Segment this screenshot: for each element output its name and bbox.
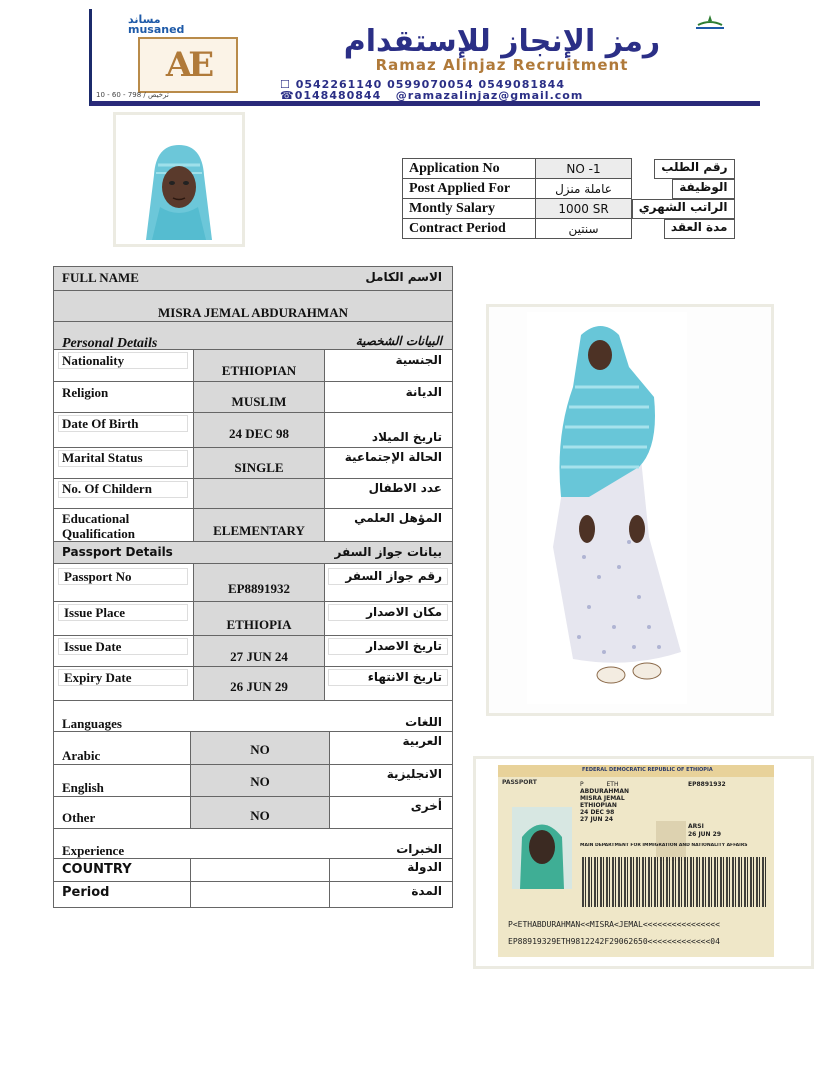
table-row: Contract Period سنتين مدة العقد bbox=[403, 219, 745, 239]
license-number: ترخيص / 798 - 60 - 10 bbox=[96, 91, 169, 99]
agency-arabic-name: رمز الإنجاز للإستقدام bbox=[343, 24, 661, 59]
passport-number: EP8891932 bbox=[688, 781, 726, 788]
monthly-salary: 1000 SR bbox=[536, 199, 632, 219]
full-body-photo bbox=[486, 304, 774, 716]
english-level: NO bbox=[250, 774, 270, 789]
passport-no-row: Passport No EP8891932 رقم جواز السفر bbox=[54, 564, 452, 602]
issue-date-row: Issue Date 27 JUN 24 تاريخ الاصدار bbox=[54, 636, 452, 667]
language-arabic-row: Arabic NO العربية bbox=[54, 732, 452, 765]
letterhead-banner bbox=[89, 9, 760, 106]
passport-details-header: Passport Details بيانات جواز السفر bbox=[54, 542, 452, 564]
table-row: Application No NO -1 رقم الطلب bbox=[403, 159, 745, 179]
personal-details-header: Personal Details البيانات الشخصية bbox=[54, 322, 452, 350]
other-level: NO bbox=[250, 808, 270, 823]
passport-header: FEDERAL DEMOCRATIC REPUBLIC OF ETHIOPIA bbox=[582, 767, 713, 773]
language-other-row: Other NO أخرى bbox=[54, 797, 452, 829]
dob-row: Date Of Birth 24 DEC 98 تاريخ الميلاد bbox=[54, 413, 452, 448]
arabic-level: NO bbox=[250, 742, 270, 757]
education-row: Educational Qualification ELEMENTARY المؤهل العلمي bbox=[54, 509, 452, 542]
passport-mrz-line-1: P<ETHABDURAHMAN<<MISRA<JEMAL<<<<<<<<<<<<<<<< bbox=[508, 920, 720, 929]
children-row: No. Of Childern عدد الاطفال bbox=[54, 479, 452, 509]
full-name-header: FULL NAME الاسم الكامل bbox=[54, 267, 452, 291]
dob-value: 24 DEC 98 bbox=[229, 426, 289, 441]
religion-row: Religion MUSLIM الديانة bbox=[54, 382, 452, 413]
contract-period: سنتين bbox=[536, 219, 632, 239]
marital-status-row: Marital Status SINGLE الحالة الإجتماعية bbox=[54, 448, 452, 479]
education-value: ELEMENTARY bbox=[213, 523, 305, 538]
expiry-date-value: 26 JUN 29 bbox=[230, 679, 288, 694]
agency-contact: ☎0148480844 @ramazalinjaz@gmail.com bbox=[280, 89, 584, 102]
headshot-photo bbox=[113, 112, 245, 247]
table-row: Montly Salary 1000 SR الراتب الشهري bbox=[403, 199, 745, 219]
language-english-row: English NO الانجليزية bbox=[54, 765, 452, 797]
passport-barcode bbox=[582, 857, 768, 907]
passport-mrz-line-2: EP88919329ETH9812242F29062650<<<<<<<<<<<<<04 bbox=[508, 937, 720, 946]
nationality-row: Nationality ETHIOPIAN الجنسية bbox=[54, 350, 452, 382]
languages-header: Languages اللغات bbox=[54, 701, 452, 732]
nationality-value: ETHIOPIAN bbox=[221, 363, 297, 378]
marital-status-value: SINGLE bbox=[234, 460, 284, 475]
application-table bbox=[402, 158, 745, 239]
agency-phones: ☐ 0542261140 0599070054 0549081844 bbox=[280, 78, 565, 91]
full-name-value: MISRA JEMAL ABDURAHMAN bbox=[158, 305, 348, 320]
application-number: NO -1 bbox=[536, 159, 632, 179]
post-applied-for: عاملة منزل bbox=[536, 179, 632, 199]
agency-logo: AE bbox=[138, 37, 238, 93]
agency-english-name: Ramaz Alinjaz Recruitment bbox=[375, 56, 629, 74]
full-name-row bbox=[54, 291, 452, 322]
issue-date-value: 27 JUN 24 bbox=[230, 649, 288, 664]
religion-value: MUSLIM bbox=[231, 394, 287, 409]
experience-header: Experience الخبرات bbox=[54, 829, 452, 859]
passport-scan: FEDERAL DEMOCRATIC REPUBLIC OF ETHIOPIA PASSPORT P ETH ABDURAHMAN MISRA JEMAL ETHIOPIAN 24 DEC 98 27 JUN 24 EP8891932 ARSI 26 JUN 29 MAIN DEPARTMENT FOR IMMIGRATION AND NATIONALITY AFFAIRS P<ETHABDURAHMAN<<MISRA<JEMAL<<<<<<<<<<<<<<<< EP88919329ETH9812242F29062650<<<<<<<<<<<<<04 bbox=[473, 756, 814, 969]
cv-form bbox=[53, 266, 453, 908]
issue-place-value: ETHIOPIA bbox=[226, 617, 292, 632]
issue-place-row: Issue Place ETHIOPIA مكان الاصدار bbox=[54, 602, 452, 636]
table-row: Post Applied For عاملة منزل الوظيفة bbox=[403, 179, 745, 199]
experience-country-row: COUNTRY الدولة bbox=[54, 859, 452, 882]
passport-no-value: EP8891932 bbox=[227, 581, 291, 596]
experience-period-row: Period المدة bbox=[54, 882, 452, 907]
musaned-logo: مساند musaned bbox=[128, 13, 185, 36]
passport-portrait bbox=[512, 807, 572, 889]
expiry-date-row: Expiry Date 26 JUN 29 تاريخ الانتهاء bbox=[54, 667, 452, 701]
